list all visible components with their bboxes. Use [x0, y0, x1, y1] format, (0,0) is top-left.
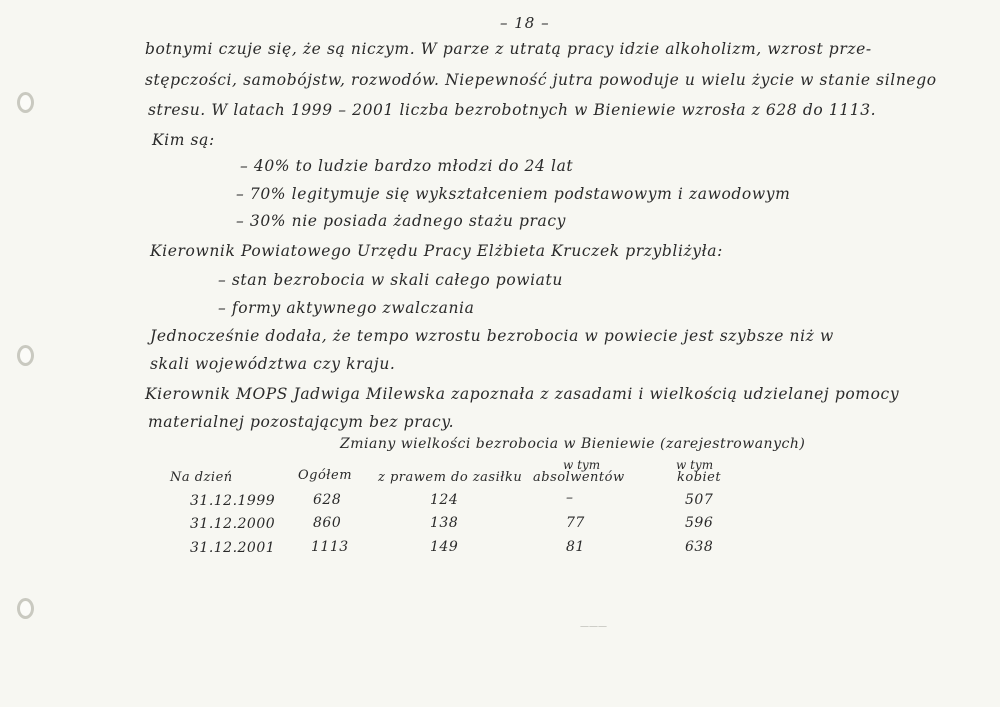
text-line: skali województwa czy kraju.	[150, 355, 396, 373]
table-title: Zmiany wielkości bezrobocia w Bieniewie (zarejestrowanych)	[340, 436, 806, 452]
text-line: Kim są:	[152, 131, 215, 149]
binder-hole	[17, 92, 34, 113]
faint-mark: ———	[580, 622, 607, 632]
cell-date: 31.12.1999	[190, 493, 276, 509]
text-line: materialnej pozostającym bez pracy.	[148, 413, 455, 431]
cell-women: 638	[685, 539, 714, 555]
text-line: botnymi czuje się, że są niczym. W parze z utratą pracy idzie alkoholizm, wzrost prze-	[145, 40, 872, 58]
list-item: – formy aktywnego zwalczania	[218, 299, 475, 317]
cell-total: 860	[313, 515, 342, 531]
cell-date: 31.12.2001	[190, 540, 276, 556]
cell-women: 596	[685, 515, 714, 531]
cell-with-right: 138	[430, 515, 459, 531]
text-line: stresu. W latach 1999 – 2001 liczba bezrobotnych w Bieniewie wzrosła z 628 do 1113.	[148, 101, 877, 119]
cell-date: 31.12.2000	[190, 516, 276, 532]
table-header-women-prefix: w tym	[676, 458, 714, 472]
table-header-graduates: absolwentów	[533, 470, 625, 485]
text-line: Kierownik MOPS Jadwiga Milewska zapoznała z zasadami i wielkością udzielanej pomocy	[145, 385, 900, 403]
text-line: Jednocześnie dodała, że tempo wzrostu bezrobocia w powiecie jest szybsze niż w	[150, 327, 834, 345]
list-item: – 30% nie posiada żadnego stażu pracy	[236, 212, 566, 230]
table-header-date: Na dzień	[170, 470, 233, 485]
cell-graduates: 77	[566, 515, 585, 531]
binder-hole	[17, 598, 34, 619]
table-header-total: Ogółem	[298, 468, 353, 483]
cell-graduates: –	[566, 490, 574, 506]
list-item: – 70% legitymuje się wykształceniem podstawowym i zawodowym	[236, 185, 791, 203]
cell-with-right: 149	[430, 539, 459, 555]
list-item: – stan bezrobocia w skali całego powiatu	[218, 271, 563, 289]
list-item: – 40% to ludzie bardzo młodzi do 24 lat	[240, 157, 574, 175]
cell-total: 1113	[311, 539, 349, 555]
cell-with-right: 124	[430, 492, 459, 508]
table-header-with-right: z prawem do zasiłku	[378, 470, 523, 485]
table-header-grad-prefix: w tym	[563, 458, 601, 472]
text-line: Kierownik Powiatowego Urzędu Pracy Elżbieta Kruczek przybliżyła:	[150, 242, 723, 260]
cell-total: 628	[313, 492, 342, 508]
cell-women: 507	[685, 492, 714, 508]
binder-hole	[17, 345, 34, 366]
text-line: stępczości, samobójstw, rozwodów. Niepewność jutra powoduje u wielu życie w stanie silnego	[145, 71, 937, 89]
page-number: – 18 –	[500, 14, 550, 32]
table-header-women: kobiet	[677, 470, 722, 485]
cell-graduates: 81	[566, 539, 585, 555]
